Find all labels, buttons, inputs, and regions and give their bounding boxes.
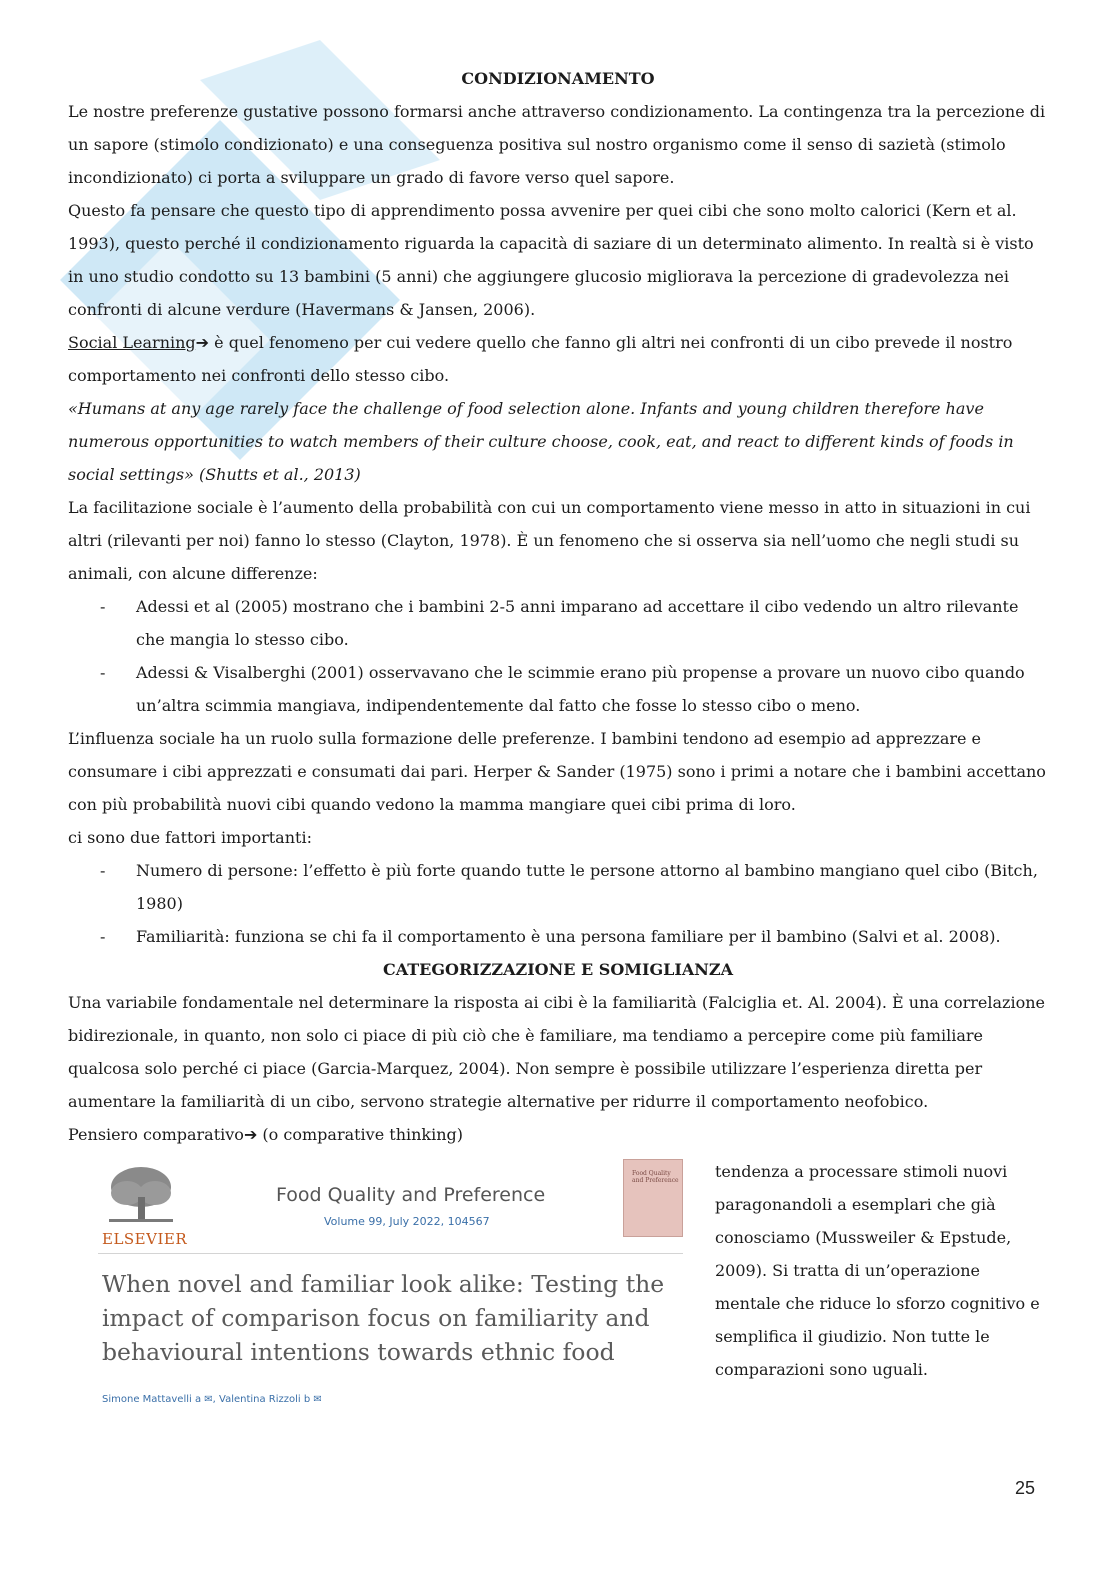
list-item-text: Adessi & Visalberghi (2001) osservavano che le scimmie erano più propense a provare un nuovo cibo quando un’altra scimmia mangiava, indipendentemente dal fatto che fosse lo stesso cibo o meno. (136, 663, 1025, 715)
journal-volume: Volume 99, July 2022, 104567 (324, 1215, 490, 1228)
article-screenshot (98, 1155, 708, 1423)
social-learning-term: Social Learning (68, 333, 196, 352)
bullet-list (68, 590, 1048, 722)
journal-cover (623, 1159, 683, 1237)
arrow-icon: ➔ (195, 333, 210, 352)
bullet-list (68, 854, 1048, 953)
list-item-text: Familiarità: funziona se chi fa il comportamento è una persona familiare per il bambino (Salvi et al. 2008). (136, 927, 1001, 946)
article-authors: Simone Mattavelli a ✉, Valentina Rizzoli b ✉ (102, 1394, 322, 1405)
social-learning-definition: è quel fenomeno per cui vedere quello che fanno gli altri nei confronti di un cibo prevede il nostro comportamento nei confronti dello stesso cibo. (68, 333, 1013, 385)
list-item: - Adessi & Visalberghi (2001) osservavano che le scimmie erano più propense a provare un nuovo cibo quando un’altra scimmia mangiava, indipendentemente dal fatto che fosse lo stesso cibo o meno. (100, 663, 1025, 715)
paragraph: L’influenza sociale ha un ruolo sulla formazione delle preferenze. I bambini tendono ad esempio ad apprezzare e consumare i cibi apprezzati e consumati dai pari. Herper & Sander (1975) sono i primi a notare che i bambini accettano con più probabilità nuovi cibi quando vedono la mamma mangiare quei cibi prima di loro. (68, 729, 1046, 814)
list-item: - Numero di persone: l’effetto è più forte quando tutte le persone attorno al bambino mangiano quel cibo (Bitch, 1980) (100, 861, 1038, 913)
journal-name: Food Quality and Preference (276, 1184, 546, 1206)
list-item-text: Adessi et al (2005) mostrano che i bambini 2-5 anni imparano ad accettare il cibo vedendo un altro rilevante che mangia lo stesso cibo. (136, 597, 1019, 649)
page-number: 25 (1015, 1478, 1036, 1498)
list-item: - Familiarità: funziona se chi fa il comportamento è una persona familiare per il bambino (Salvi et al. 2008). (100, 927, 1001, 946)
publisher-name: ELSEVIER (102, 1230, 188, 1248)
figure-row (68, 1155, 1048, 1445)
section-heading-conditioning: CONDIZIONAMENTO (461, 69, 655, 88)
section-heading-categorization: CATEGORIZZAZIONE E SOMIGLIANZA (382, 960, 733, 979)
document-body (68, 62, 1048, 1445)
comparative-thinking-term: Pensiero comparativo (68, 1125, 244, 1144)
list-item-text: Numero di persone: l’effetto è più forte quando tutte le persone attorno al bambino mangiano quel cibo (Bitch, 1980) (136, 861, 1038, 913)
comparative-thinking-note: (o comparative thinking) (257, 1125, 464, 1144)
paragraph: Questo fa pensare che questo tipo di apprendimento possa avvenire per quei cibi che sono molto calorici (Kern et al. 1993), questo perché il condizionamento riguarda la capacità di saziare di un determinato alimento. In realtà si è visto in uno studio condotto su 13 bambini (5 anni) che aggiungere glucosio migliorava la percezione di gradevolezza nei confronti di alcune verdure (Havermans & Jansen, 2006). (68, 201, 1034, 319)
divider (98, 1253, 683, 1254)
journal-cover-title: Food Quality and Preference (632, 1170, 679, 1184)
paragraph: La facilitazione sociale è l’aumento della probabilità con cui un comportamento viene messo in atto in situazioni in cui altri (rilevanti per noi) fanno lo stesso (Clayton, 1978). È un fenomeno che si osserva sia nell’uomo che negli studi su animali, con alcune differenze: (68, 498, 1031, 583)
comparative-thinking-line (68, 1118, 1048, 1151)
list-item: - Adessi et al (2005) mostrano che i bambini 2-5 anni imparano ad accettare il cibo vedendo un altro rilevante che mangia lo stesso cibo. (100, 597, 1019, 649)
paragraph: ci sono due fattori importanti: (68, 828, 312, 847)
article-title: When novel and familiar look alike: Testing the impact of comparison focus on familiarity and behavioural intentions towards ethnic food (102, 1270, 665, 1366)
arrow-icon: ➔ (243, 1125, 258, 1144)
quote: «Humans at any age rarely face the challenge of food selection alone. Infants and young children therefore have numerous opportunities to watch members of their culture choose, cook, eat, and react to different kinds of foods in social settings» (Shutts et al., 2013) (68, 399, 1014, 484)
social-learning-paragraph (68, 326, 1048, 392)
paragraph: Una variabile fondamentale nel determinare la risposta ai cibi è la familiarità (Falciglia et. Al. 2004). È una correlazione bidirezionale, in quanto, non solo ci piace di più ciò che è familiare, ma tendiamo a percepire come più familiare qualcosa solo perché ci piace (Garcia-Marquez, 2004). Non sempre è possibile utilizzare l’esperienza diretta per aumentare la familiarità di un cibo, servono strategie alternative per ridurre il comportamento neofobico. (68, 993, 1045, 1111)
paragraph: Le nostre preferenze gustative possono formarsi anche attraverso condizionamento. La contingenza tra la percezione di un sapore (stimolo condizionato) e una conseguenza positiva sul nostro organismo come il senso di sazietà (stimolo incondizionato) ci porta a sviluppare un grado di favore verso quel sapore. (68, 102, 1046, 187)
comparative-thinking-definition: tendenza a processare stimoli nuovi paragonandoli a esemplari che già conosciamo (Mussweiler & Epstude, 2009). Si tratta di un’operazione mentale che riduce lo sforzo cognitivo e semplifica il giudizio. Non tutte le comparazioni sono uguali. (715, 1162, 1040, 1379)
